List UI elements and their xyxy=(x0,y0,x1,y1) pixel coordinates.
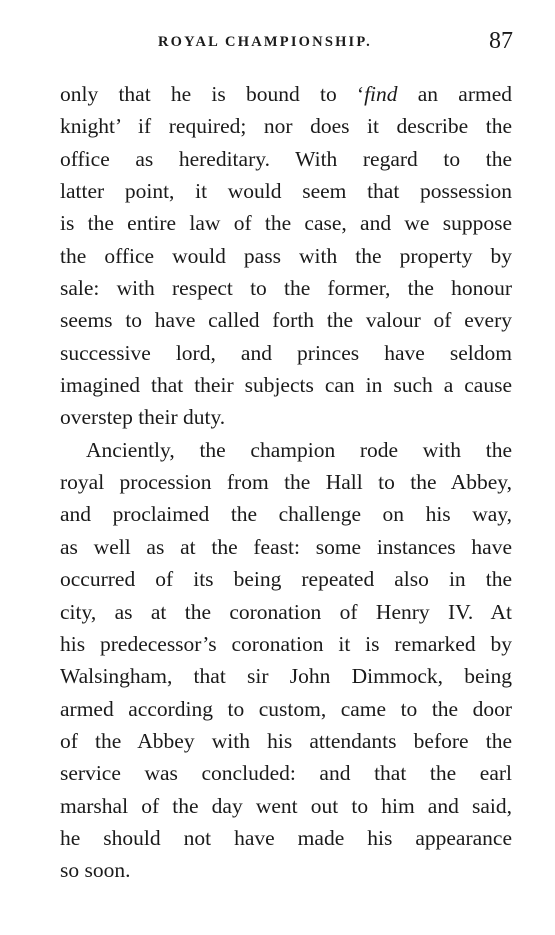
text-line: is the entire law of the case, and we suppose xyxy=(60,211,512,236)
text-segment: only that he is bound to ‘ xyxy=(60,82,365,106)
text-line: successive lord, and princes have seldom xyxy=(60,340,512,365)
text-line: seems to have called forth the valour of every xyxy=(60,308,512,333)
running-head xyxy=(60,28,515,58)
emphasis-find: find xyxy=(364,82,398,106)
text-line: royal procession from the Hall to the Abbey, xyxy=(60,470,512,495)
text-line: marshal of the day went out to him and said, xyxy=(60,793,512,818)
text-line: the office would pass with the property by xyxy=(60,243,512,268)
text-line: he should not have made his appearance xyxy=(60,825,512,850)
text-segment: an armed xyxy=(397,82,512,106)
text-line xyxy=(60,78,512,110)
running-title: ROYAL CHAMPIONSHIP. xyxy=(158,34,372,50)
text-line: Walsingham, that sir John Dimmock, being xyxy=(60,664,512,689)
page-number: 87 xyxy=(489,28,513,54)
text-line: office as hereditary. With regard to the xyxy=(60,146,512,171)
text-line: as well as at the feast: some instances have xyxy=(60,534,512,559)
text-line: overstep their duty. xyxy=(60,405,226,430)
text-line: service was concluded: and that the earl xyxy=(60,761,512,786)
text-line: Anciently, the champion rode with the xyxy=(86,437,512,462)
text-line: knight’ if required; nor does it describe the xyxy=(60,114,512,139)
text-line: so soon. xyxy=(60,858,131,883)
text-line: latter point, it would seem that possession xyxy=(60,179,512,204)
text-line: city, as at the coronation of Henry IV. At xyxy=(60,599,512,624)
text-line: occurred of its being repeated also in the xyxy=(60,567,512,592)
text-line: of the Abbey with his attendants before the xyxy=(60,728,512,753)
text-line: his predecessor’s coronation it is remarked by xyxy=(60,631,512,656)
text-line: sale: with respect to the former, the honour xyxy=(60,276,512,301)
text-line: imagined that their subjects can in such a cause xyxy=(60,373,512,398)
text-line: armed according to custom, came to the door xyxy=(60,696,512,721)
text-line: and proclaimed the challenge on his way, xyxy=(60,502,512,527)
paragraph-1 xyxy=(60,78,512,434)
paragraph-2 xyxy=(60,434,512,887)
body-text xyxy=(60,78,512,887)
